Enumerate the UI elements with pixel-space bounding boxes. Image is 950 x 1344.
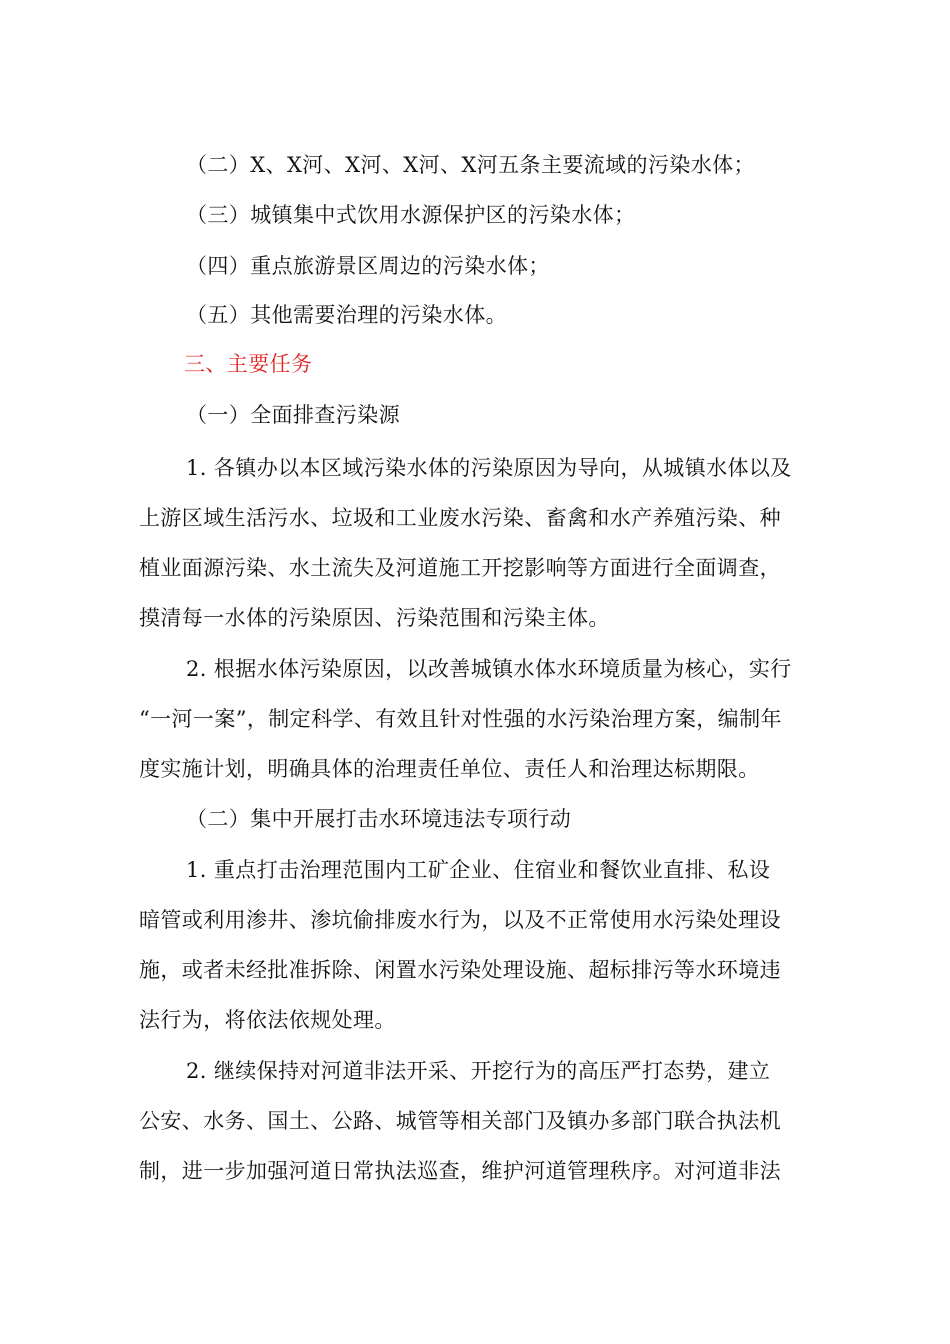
subsection-title: （一）全面排查污染源 — [186, 403, 400, 427]
paragraph-line: 植业面源污染、水土流失及河道施工开挖影响等方面进行全面调查， — [139, 556, 781, 580]
paragraph-line: “一河一案”，制定科学、有效且针对性强的水污染治理方案，编制年 — [139, 707, 782, 731]
paragraph-line: 制，进一步加强河道日常执法巡查，维护河道管理秩序。对河道非法 — [139, 1159, 781, 1183]
paragraph-line: 度实施计划，明确具体的治理责任单位、责任人和治理达标期限。 — [139, 757, 760, 781]
list-item: （二）X、X河、X河、X河、X河五条主要流域的污染水体； — [186, 153, 755, 177]
paragraph-line: 上游区域生活污水、垃圾和工业废水污染、畜禽和水产养殖污染、种 — [139, 506, 781, 530]
section-heading: 三、主要任务 — [184, 352, 313, 376]
paragraph-line: 2. 继续保持对河道非法开采、开挖行为的高压严打态势，建立 — [186, 1059, 771, 1083]
paragraph-line: 公安、水务、国土、公路、城管等相关部门及镇办多部门联合执法机 — [139, 1109, 781, 1133]
paragraph-line: 2. 根据水体污染原因，以改善城镇水体水环境质量为核心，实行 — [186, 657, 792, 681]
paragraph-line: 摸清每一水体的污染原因、污染范围和污染主体。 — [139, 606, 610, 630]
paragraph-line: 1. 各镇办以本区域污染水体的污染原因为导向，从城镇水体以及 — [186, 456, 792, 480]
subsection-title: （二）集中开展打击水环境违法专项行动 — [186, 807, 572, 831]
list-item: （四）重点旅游景区周边的污染水体； — [186, 254, 550, 278]
list-item: （三）城镇集中式饮用水源保护区的污染水体； — [186, 203, 636, 227]
paragraph-line: 法行为，将依法依规处理。 — [139, 1008, 396, 1032]
paragraph-line: 暗管或利用渗井、渗坑偷排废水行为，以及不正常使用水污染处理设 — [139, 908, 781, 932]
paragraph-line: 施，或者未经批准拆除、闲置水污染处理设施、超标排污等水环境违 — [139, 958, 781, 982]
paragraph-line: 1. 重点打击治理范围内工矿企业、住宿业和餐饮业直排、私设 — [186, 858, 771, 882]
list-item: （五）其他需要治理的污染水体。 — [186, 303, 507, 327]
